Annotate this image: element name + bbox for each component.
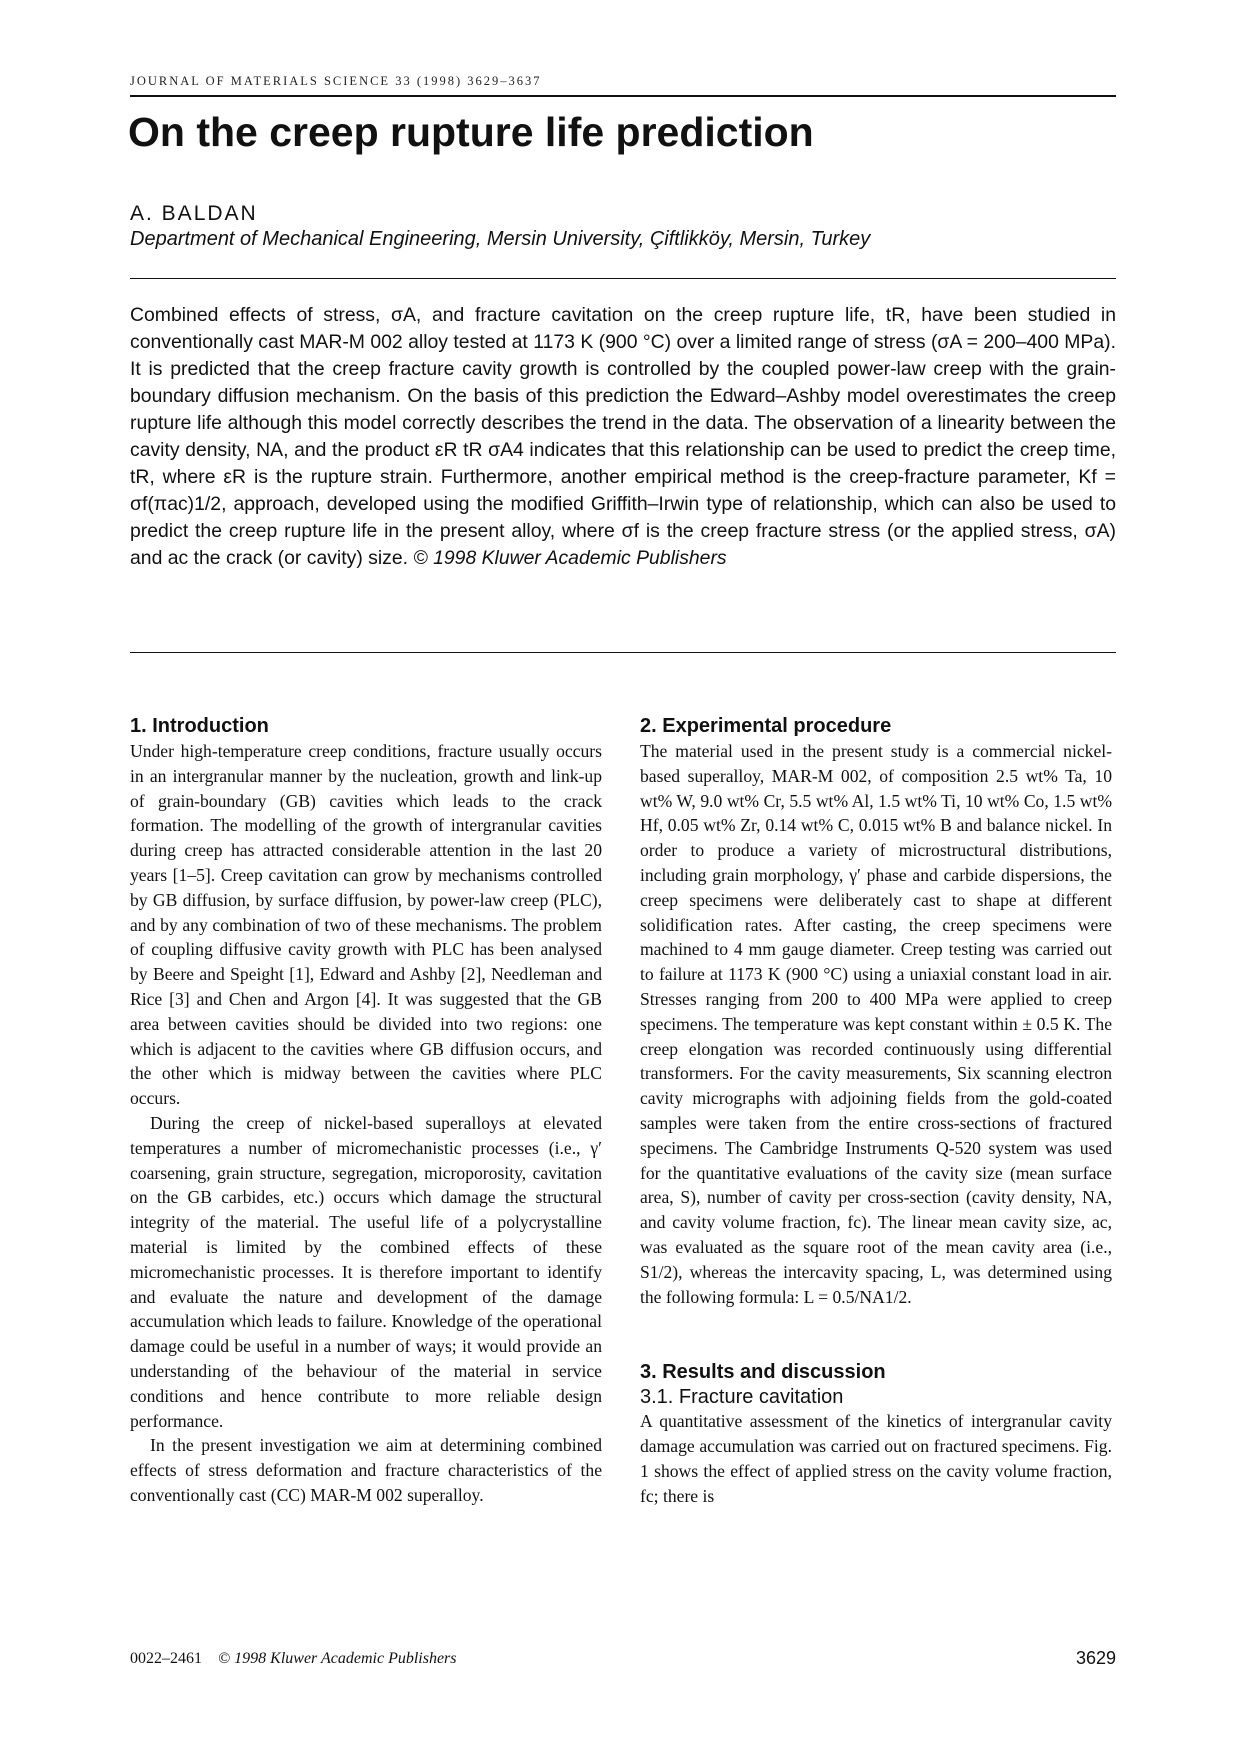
footer-copyright: © 1998 Kluwer Academic Publishers [218,1650,457,1667]
abstract-bottom-rule [130,652,1116,653]
author-name: A. BALDAN [130,202,258,225]
abstract-text: Combined effects of stress, σA, and fracture cavitation on the creep rupture life, tR, have been studied in conventionally cast MAR-M 002 alloy tested at 1173 K (900 °C) over a limited range of stress (σA = 200–400 MPa). It is predicted that the creep fracture cavity growth is controlled by the coupled power-law creep with the grain-boundary diffusion mechanism. On the basis of this prediction the Edward–Ashby model overestimates the creep rupture life although this model correctly describes the trend in the data. The observation of a linearity between the cavity density, NA, and the product εR tR σA4 indicates that this relationship can be used to predict the creep time, tR, where εR is the rupture strain. Furthermore, another empirical method is the creep-fracture parameter, Kf = σf(πac)1/2, approach, developed using the modified Griffith–Irwin type of relationship, which can also be used to predict the creep rupture life in the present alloy, where σf is the creep fracture stress (or the applied stress, σA) and ac the crack (or cavity) size. [130,304,1116,569]
results-paragraph: A quantitative assessment of the kinetics of intergranular cavity damage accumulation was carried out on fractured specimens. Fig. 1 shows the effect of applied stress on the cavity volume fraction, fc; there is [640,1411,1112,1506]
abstract-copyright: © 1998 Kluwer Academic Publishers [413,547,727,569]
footer-issn: 0022–2461 [130,1650,202,1667]
running-header: JOURNAL OF MATERIALS SCIENCE 33 (1998) 3629–3637 [130,74,542,88]
subsection-heading-fracture-cavitation: 3.1. Fracture cavitation [640,1386,844,1409]
page-number: 3629 [1075,1648,1116,1668]
abstract-top-rule [130,278,1116,279]
section-heading-experimental: 2. Experimental procedure [640,715,892,737]
section-heading-introduction: 1. Introduction [130,715,269,737]
author-affiliation: Department of Mechanical Engineering, Mersin University, Çiftlikköy, Mersin, Turkey [130,228,871,250]
paper-title: On the creep rupture life prediction [128,109,814,155]
header-rule [130,95,1116,97]
section-heading-results: 3. Results and discussion [640,1361,886,1384]
intro-paragraph-1: Under high-temperature creep conditions, fracture usually occurs in an intergranular manner by the nucleation, growth and link-up of grain-boundary (GB) cavities which leads to the crack formation. The modelling of the growth of intergranular cavities during creep has attracted considerable attention in the last 20 years [1–5]. Creep cavitation can grow by mechanisms controlled by GB diffusion, by surface diffusion, by power-law creep (PLC), and by any combination of two of these mechanisms. The problem of coupling diffusive cavity growth with PLC has been analysed by Beere and Speight [1], Edward and Ashby [2], Needleman and Rice [3] and Chen and Argon [4]. It was suggested that the GB area between cavities should be divided into two regions: one which is adjacent to the cavities where GB diffusion occurs, and the other which is midway between the cavities where PLC occurs. [130,741,602,1109]
experimental-paragraph: The material used in the present study is a commercial nickel-based superalloy, MAR-M 002, of composition 2.5 wt% Ta, 10 wt% W, 9.0 wt% Cr, 5.5 wt% Al, 1.5 wt% Ti, 10 wt% Co, 1.5 wt% Hf, 0.05 wt% Zr, 0.14 wt% C, 0.015 wt% B and balance nickel. In order to produce a variety of microstructural distributions, including grain morphology, γ′ phase and carbide dispersions, the creep specimens were deliberately cast to shape at different solidification rates. After casting, the creep specimens were machined to 4 mm gauge diameter. Creep testing was carried out to failure at 1173 K (900 °C) using a uniaxial constant load in air. Stresses ranging from 200 to 400 MPa were applied to creep specimens. The temperature was kept constant within ± 0.5 K. The creep elongation was recorded continuously using differential transformers. For the cavity measurements, Six scanning electron cavity micrographs with adjoining fields from the gold-coated samples were taken from the entire cross-sections of fractured specimens. The Cambridge Instruments Q-520 system was used for the quantitative evaluations of the cavity size (mean surface area, S), number of cavity per cross-section (cavity density, NA, and cavity volume fraction, fc). The linear mean cavity size, ac, was evaluated as the square root of the mean cavity area (i.e., S1/2), whereas the intercavity spacing, L, was determined using the following formula: L = 0.5/NA1/2. [640,741,1112,1307]
left-column [130,713,602,1508]
intro-paragraph-2: During the creep of nickel-based superalloys at elevated temperatures a number of micromechanistic processes (i.e., γ′ coarsening, grain structure, segregation, microporosity, cavitation on the GB carbides, etc.) occurs which damage the structural integrity of the material. The useful life of a polycrystalline material is limited by the combined effects of these micromechanistic processes. It is therefore important to identify and evaluate the nature and development of the damage accumulation which leads to failure. Knowledge of the operational damage could be useful in a number of ways; it would provide an understanding of the behaviour of the material in service conditions and hence contribute to more reliable design performance. [130,1112,602,1431]
abstract [130,302,1116,572]
intro-paragraph-3: In the present investigation we aim at determining combined effects of stress deformation and fracture characteristics of the conventionally cast (CC) MAR-M 002 superalloy. [130,1435,602,1505]
footer-imprint [130,1650,457,1668]
right-column [640,713,1112,1509]
section-spacer [640,1309,1112,1359]
